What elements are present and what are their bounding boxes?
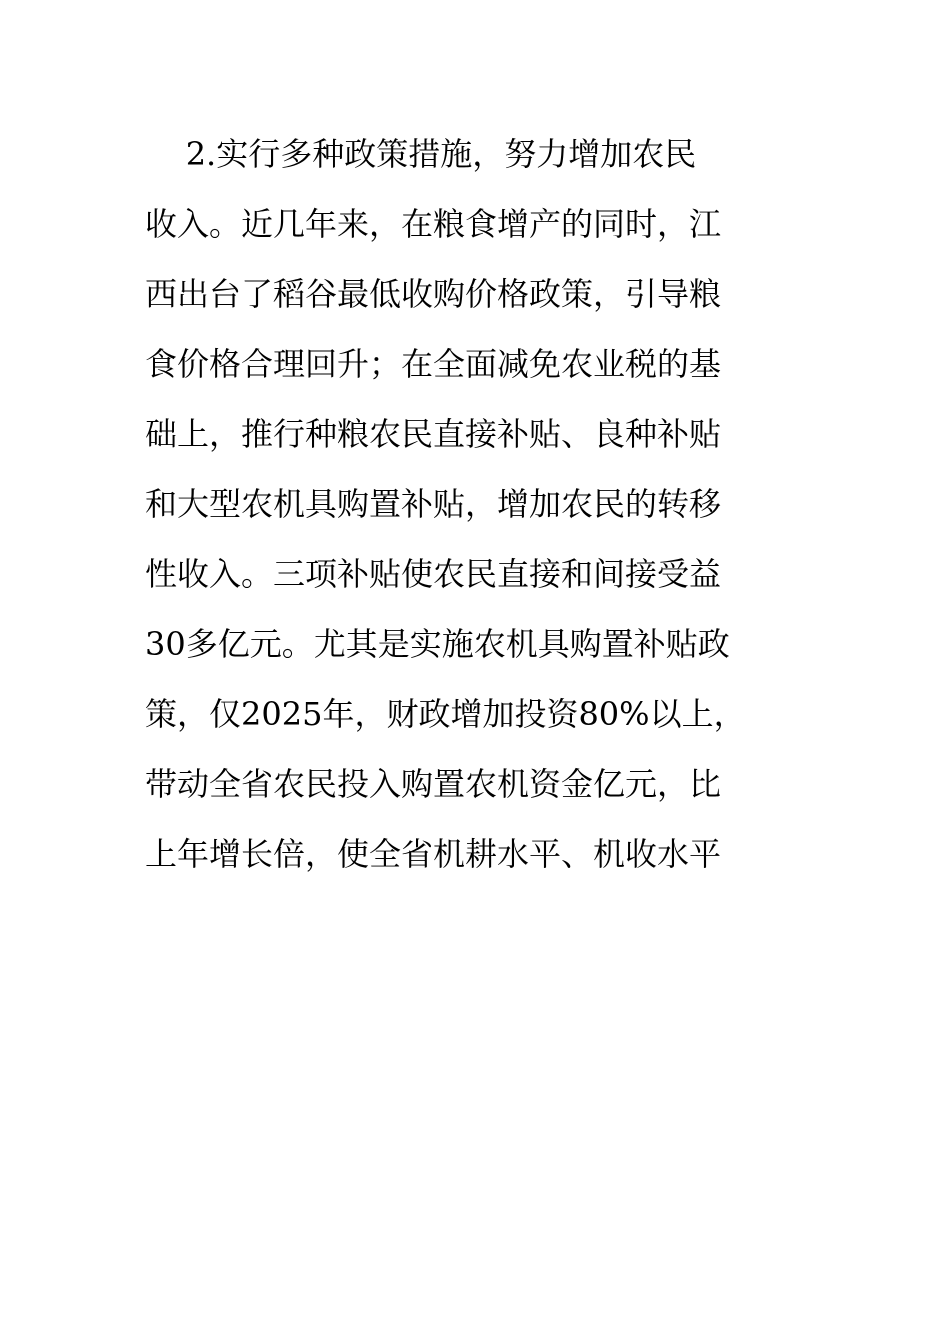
text-line: 上年增长倍，使全省机耕水平、机收水平 (145, 835, 722, 873)
text-line: 带动全省农民投入购置农机资金亿元，比 (145, 765, 722, 803)
text-line: 西出台了稻谷最低收购价格政策，引导粮 (145, 275, 722, 313)
text-line: 础上，推行种粮农民直接补贴、良种补贴 (145, 415, 722, 453)
text-line: 策，仅2025年，财政增加投资80%以上， (145, 695, 746, 733)
text-line: 收入。近几年来，在粮食增产的同时，江 (145, 205, 722, 243)
paragraph (145, 123, 805, 893)
text-line: 2.实行多种政策措施，努力增加农民 (145, 135, 697, 173)
text-line: 食价格合理回升；在全面减免农业税的基 (145, 345, 722, 383)
text-line: 30多亿元。尤其是实施农机具购置补贴政 (145, 625, 730, 663)
text-line: 性收入。三项补贴使农民直接和间接受益 (145, 555, 722, 593)
text-line: 和大型农机具购置补贴，增加农民的转移 (145, 485, 722, 523)
